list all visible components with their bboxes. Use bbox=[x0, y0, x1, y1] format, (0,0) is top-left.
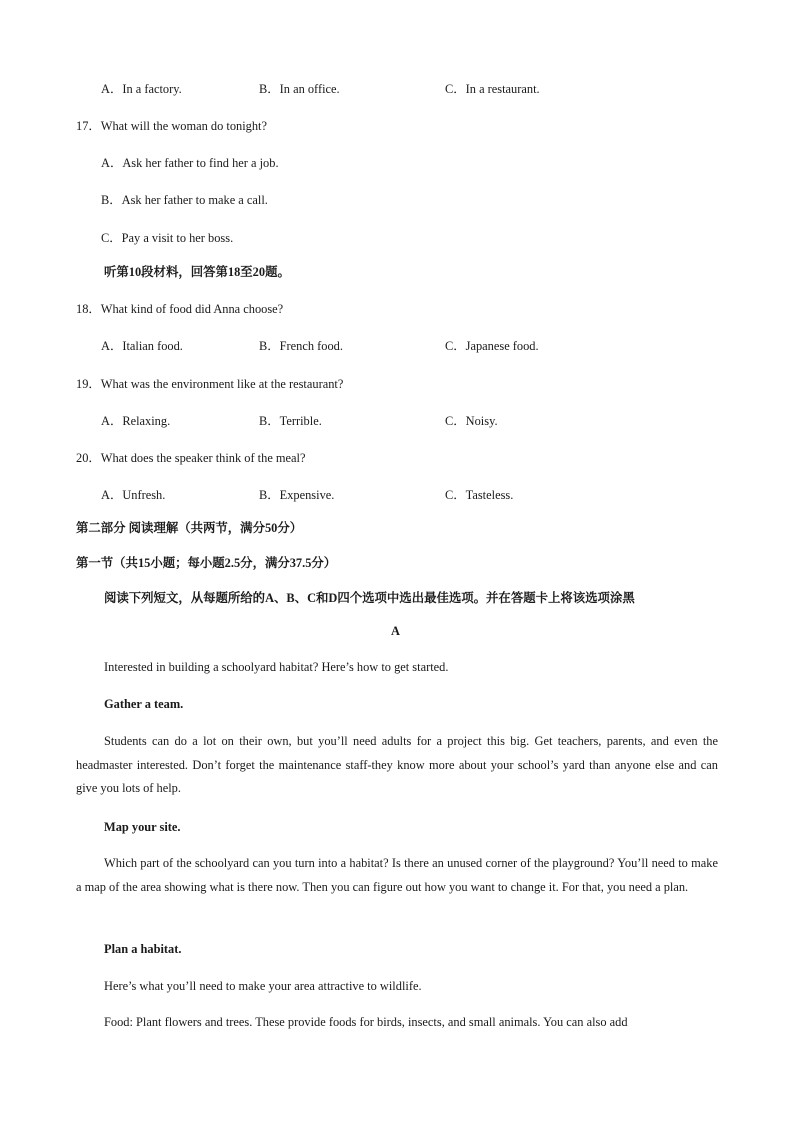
part-2-heading: 第二部分 阅读理解（共两节，满分50分） bbox=[76, 521, 303, 535]
q18-option-b: B．French food. bbox=[259, 339, 343, 353]
paragraph-gather-team bbox=[76, 730, 718, 801]
reading-instruction: 阅读下列短文，从每题所给的A、B、C和D四个选项中选出最佳选项。并在答题卡上将该选项涂黑 bbox=[104, 591, 635, 605]
q20-option-b: B．Expensive. bbox=[259, 488, 335, 502]
section-10-heading: 听第10段材料，回答第18至20题。 bbox=[104, 265, 290, 279]
q18-option-c: C．Japanese food. bbox=[445, 339, 539, 353]
section-1-heading: 第一节（共15小题；每小题2.5分，满分37.5分） bbox=[76, 556, 337, 570]
heading-gather-team: Gather a team. bbox=[104, 697, 184, 711]
q18-option-a: A．Italian food. bbox=[101, 339, 183, 353]
paragraph-food bbox=[76, 1011, 718, 1035]
q20-stem: 20．What does the speaker think of the meal? bbox=[76, 451, 306, 465]
q19-stem: 19．What was the environment like at the restaurant? bbox=[76, 377, 344, 391]
q16-option-a: A．In a factory. bbox=[101, 82, 182, 96]
q20-option-c: C．Tasteless. bbox=[445, 488, 514, 502]
paragraph-food-text: Food: Plant flowers and trees. These provide foods for birds, insects, and small animals. You can also add bbox=[104, 1015, 628, 1029]
q16-option-c: C．In a restaurant. bbox=[445, 82, 540, 96]
paragraph-plan-habitat: Here’s what you’ll need to make your area attractive to wildlife. bbox=[104, 979, 422, 993]
q17-option-c: C．Pay a visit to her boss. bbox=[101, 231, 234, 245]
q17-option-b: B．Ask her father to make a call. bbox=[101, 193, 268, 207]
heading-map-site: Map your site. bbox=[104, 820, 181, 834]
paragraph-gather-team-text: Students can do a lot on their own, but you’ll need adults for a project this big. Get teachers, parents, and even the headmaster interested. Don’t forget the maintenance staff-they know more about your school’s yard than anyone else and can give you lots of help. bbox=[76, 734, 718, 796]
passage-letter: A bbox=[391, 624, 400, 638]
q19-option-a: A．Relaxing. bbox=[101, 414, 171, 428]
q20-option-a: A．Unfresh. bbox=[101, 488, 166, 502]
q16-option-b: B．In an office. bbox=[259, 82, 340, 96]
q17-stem: 17．What will the woman do tonight? bbox=[76, 119, 267, 133]
heading-plan-habitat: Plan a habitat. bbox=[104, 942, 182, 956]
q19-option-c: C．Noisy. bbox=[445, 414, 498, 428]
passage-intro: Interested in building a schoolyard habitat? Here’s how to get started. bbox=[104, 660, 449, 674]
q17-option-a: A．Ask her father to find her a job. bbox=[101, 156, 279, 170]
paragraph-map-site-text: Which part of the schoolyard can you turn into a habitat? Is there an unused corner of the playground? You’ll need to make a map of the area showing what is there now. Then you can figure out how you want to change it. For that, you need a plan. bbox=[76, 856, 718, 894]
q18-stem: 18．What kind of food did Anna choose? bbox=[76, 302, 284, 316]
q19-option-b: B．Terrible. bbox=[259, 414, 322, 428]
paragraph-map-site bbox=[76, 852, 718, 899]
